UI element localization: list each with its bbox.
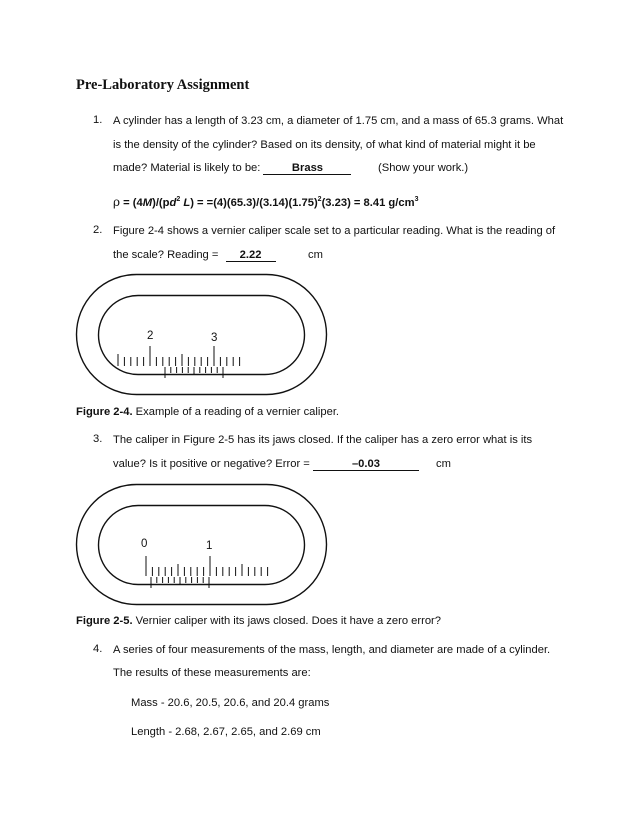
q4-number: 4. (93, 643, 103, 655)
q2-unit: cm (308, 249, 323, 261)
q4-line2: The results of these measurements are: (113, 667, 311, 679)
q2-line1: Figure 2-4 shows a vernier caliper scale set to a particular reading. What is the reading of (113, 225, 556, 237)
eq-length-var: L (180, 197, 191, 209)
rho-symbol: ρ (113, 195, 121, 209)
q2-line2-prefix: the scale? Reading = (113, 249, 222, 261)
main-scale-label-0: 0 (141, 538, 148, 550)
page-heading: Pre-Laboratory Assignment (76, 77, 250, 93)
vernier-scale (151, 577, 209, 588)
q1-line1: A cylinder has a length of 3.23 cm, a diameter of 1.75 cm, and a mass of 65.3 grams. What (113, 115, 564, 127)
eq-diameter-var: d (169, 197, 177, 209)
q3-unit: cm (436, 458, 451, 470)
eq-part-a: = (4 (120, 197, 143, 209)
main-scale-label-3: 3 (211, 332, 218, 344)
q4-mass-values: Mass - 20.6, 20.5, 20.6, and 20.4 grams (131, 697, 330, 709)
caliper-inner-outline (99, 506, 305, 585)
q3-answer-blank: –0.03 (313, 458, 419, 471)
q4-line1: A series of four measurements of the mass, length, and diameter are made of a cylinder. (113, 644, 551, 656)
q3-line1: The caliper in Figure 2-5 has its jaws closed. If the caliper has a zero error what is its (113, 434, 533, 446)
eq-exponent-3: 3 (414, 196, 419, 203)
main-scale-label-1: 1 (206, 540, 213, 552)
q2-number: 2. (93, 224, 103, 236)
q3-line2-prefix: value? Is it positive or negative? Error = (113, 458, 313, 470)
q1-number: 1. (93, 114, 103, 126)
main-scale (146, 556, 268, 576)
q1-line2: is the density of the cylinder? Based on its density, of what kind of material might it be (113, 139, 536, 151)
eq-mass-var: M (142, 197, 153, 209)
q1-answer-blank: Brass (263, 162, 351, 175)
eq-part-e: (3.23) = 8.41 g/cm (321, 197, 415, 209)
caption-label: Figure 2-4. (76, 406, 133, 418)
figure-2-5-caption (76, 614, 441, 628)
caption-text: Example of a reading of a vernier caliper. (132, 406, 340, 418)
caption-text: Vernier caliper with its jaws closed. Does it have a zero error? (132, 615, 441, 627)
q3-number: 3. (93, 433, 103, 445)
q1-line3-prefix: made? Material is likely to be: (113, 162, 264, 174)
eq-exponent-2: 2 (317, 196, 322, 203)
caption-label: Figure 2-5. (76, 615, 133, 627)
main-scale-label-2: 2 (147, 330, 154, 342)
caliper-outer-outline (77, 485, 327, 605)
q1-show-work: (Show your work.) (378, 162, 469, 174)
q4-length-values: Length - 2.68, 2.67, 2.65, and 2.69 cm (131, 726, 321, 738)
eq-part-b: )/(p (152, 197, 170, 209)
eq-part-c: ) = =(4)(65.3)/(3.14)(1.75) (190, 197, 318, 209)
eq-exponent-1: 2 (176, 196, 181, 203)
q2-answer-blank: 2.22 (226, 249, 276, 262)
